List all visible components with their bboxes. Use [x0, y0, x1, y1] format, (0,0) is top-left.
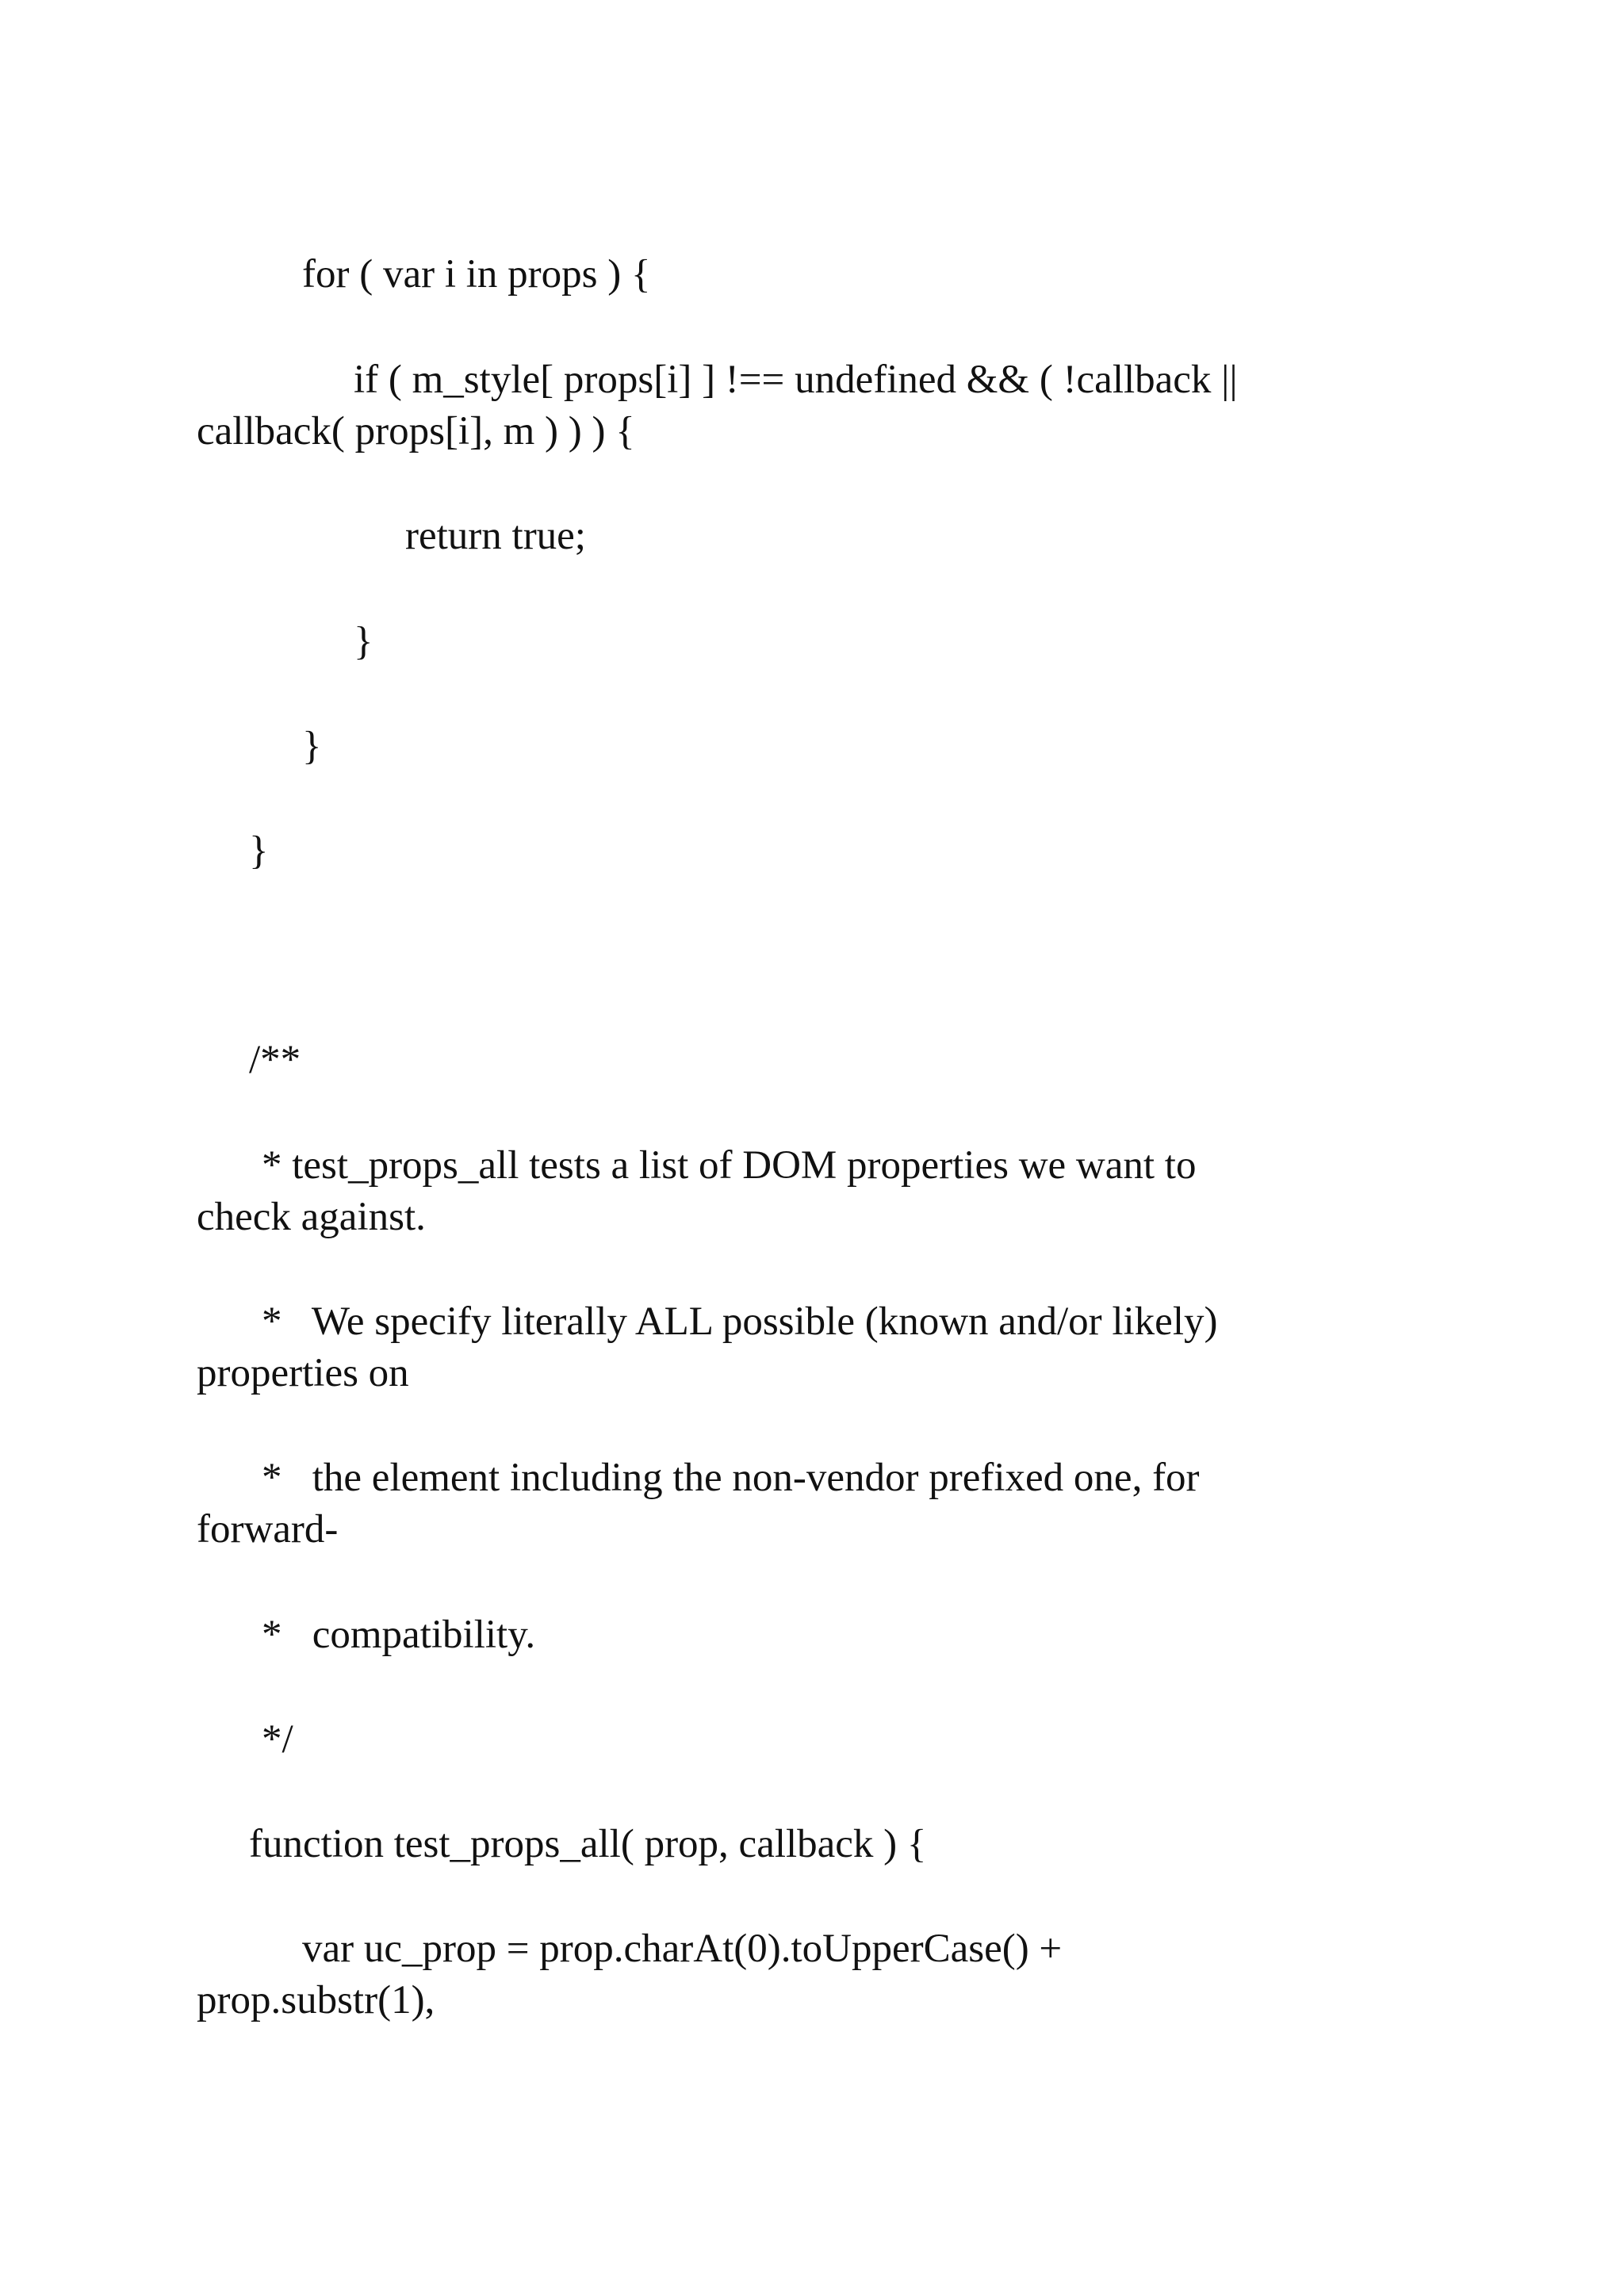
code-line-var-uc-prop-wrap: prop.substr(1), — [197, 1978, 435, 2022]
comment-line-3: * the element including the non-vendor prefixed one, for — [262, 1456, 1200, 1500]
comment-line-1-wrap: check against. — [197, 1195, 426, 1239]
code-line-close-brace-function: } — [249, 828, 269, 873]
code-line-return: return true; — [405, 514, 586, 558]
comment-line-2: * We specify literally ALL possible (known and/or likely) — [262, 1299, 1218, 1344]
comment-line-4: * compatibility. — [262, 1613, 536, 1657]
comment-close: */ — [262, 1717, 293, 1762]
comment-line-1: * test_props_all tests a list of DOM properties we want to — [262, 1143, 1197, 1188]
code-line-var-uc-prop: var uc_prop = prop.charAt(0).toUpperCase() + — [302, 1927, 1063, 1971]
comment-line-3-wrap: forward- — [197, 1507, 339, 1552]
code-line-close-brace-for: } — [302, 724, 322, 768]
comment-line-2-wrap: properties on — [197, 1351, 409, 1395]
code-line-if-condition-wrap: callback( props[i], m ) ) ) { — [197, 409, 635, 453]
code-line-if-condition: if ( m_style[ props[i] ] !== undefined && ( !callback || — [354, 358, 1238, 402]
code-line-function-declaration: function test_props_all( prop, callback ) { — [249, 1822, 927, 1866]
code-line-for-loop: for ( var i in props ) { — [302, 252, 651, 297]
code-line-close-brace-if: } — [354, 619, 373, 664]
comment-open: /** — [249, 1038, 301, 1082]
